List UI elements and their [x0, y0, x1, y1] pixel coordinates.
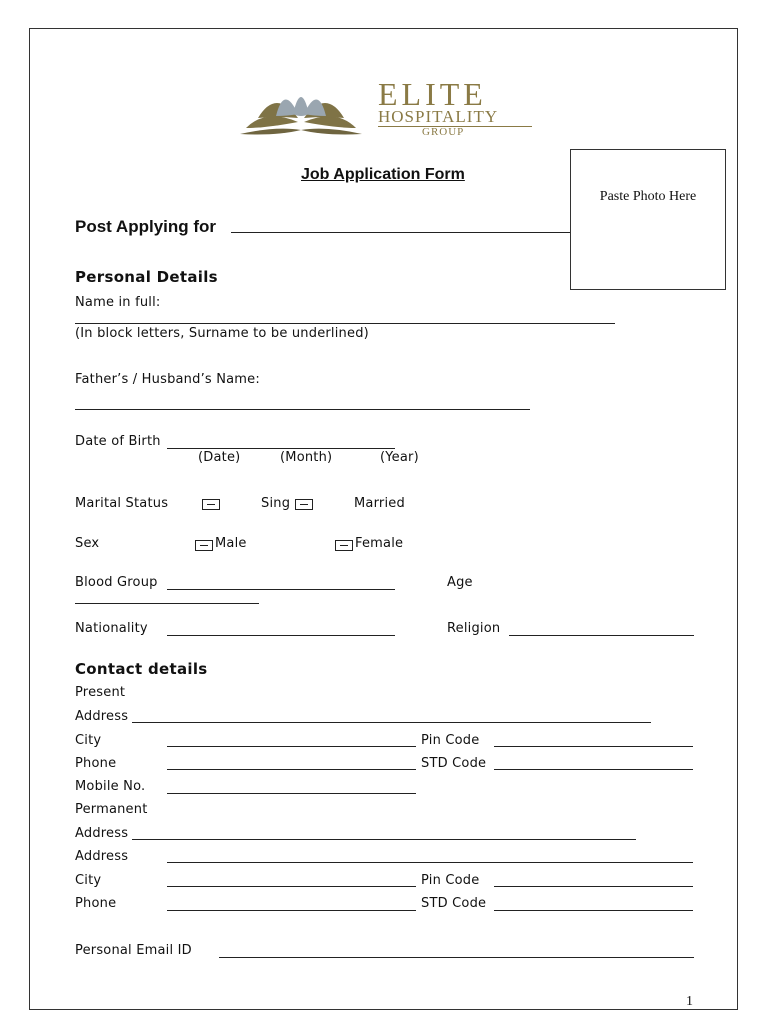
present-label: Present: [75, 685, 126, 700]
pin-code-field[interactable]: [494, 746, 693, 747]
permanent-phone-label: Phone: [75, 896, 117, 911]
permanent-std-code-field[interactable]: [494, 910, 693, 911]
religion-field[interactable]: [509, 635, 694, 636]
logo-line-1: ELITE: [378, 76, 487, 112]
page-number: 1: [686, 994, 693, 1009]
dob-year-hint: (Year): [380, 450, 419, 465]
permanent-address-2-label: Address: [75, 849, 129, 864]
marital-status-label: Marital Status: [75, 496, 169, 511]
permanent-address-label: Address: [75, 826, 129, 841]
nationality-label: Nationality: [75, 621, 148, 636]
female-label: Female: [355, 536, 404, 551]
male-checkbox[interactable]: [195, 540, 213, 551]
present-address-field[interactable]: [132, 722, 651, 723]
permanent-phone-field[interactable]: [167, 910, 416, 911]
marital-blank-checkbox[interactable]: [202, 499, 220, 510]
age-field[interactable]: [75, 603, 259, 604]
present-address-label: Address: [75, 709, 129, 724]
personal-email-field[interactable]: [219, 957, 694, 958]
permanent-address-field[interactable]: [132, 839, 636, 840]
logo-line-3: GROUP: [422, 126, 465, 138]
mobile-label: Mobile No.: [75, 779, 146, 794]
std-code-field[interactable]: [494, 769, 693, 770]
single-label: Sing: [261, 496, 291, 511]
blood-group-label: Blood Group: [75, 575, 158, 590]
age-label: Age: [447, 575, 473, 590]
permanent-city-field[interactable]: [167, 886, 416, 887]
dob-field[interactable]: [167, 448, 395, 449]
father-husband-field[interactable]: [75, 409, 530, 410]
mobile-field[interactable]: [167, 793, 416, 794]
city-field[interactable]: [167, 746, 416, 747]
permanent-pin-code-field[interactable]: [494, 886, 693, 887]
permanent-std-code-label: STD Code: [421, 896, 487, 911]
logo-line-2: HOSPITALITY: [378, 107, 499, 126]
permanent-label: Permanent: [75, 802, 148, 817]
dob-date-hint: (Date): [198, 450, 241, 465]
nationality-field[interactable]: [167, 635, 395, 636]
name-field[interactable]: [75, 323, 615, 324]
std-code-label: STD Code: [421, 756, 487, 771]
personal-email-label: Personal Email ID: [75, 943, 192, 958]
permanent-pin-code-label: Pin Code: [421, 873, 480, 888]
post-applying-label: Post Applying for: [75, 217, 217, 236]
photo-box-label: Paste Photo Here: [599, 189, 697, 204]
contact-details-heading: Contact details: [75, 660, 208, 678]
father-husband-label: Father’s / Husband’s Name:: [75, 372, 260, 387]
sex-label: Sex: [75, 536, 100, 551]
married-label: Married: [354, 496, 405, 511]
city-label: City: [75, 733, 102, 748]
blood-group-field[interactable]: [167, 589, 395, 590]
personal-details-heading: Personal Details: [75, 268, 218, 286]
photo-box[interactable]: [570, 149, 726, 290]
company-logo: [236, 78, 536, 142]
pin-code-label: Pin Code: [421, 733, 480, 748]
female-checkbox[interactable]: [335, 540, 353, 551]
post-applying-field[interactable]: [231, 232, 570, 233]
permanent-address-2-field[interactable]: [167, 862, 693, 863]
phone-field[interactable]: [167, 769, 416, 770]
name-label: Name in full:: [75, 295, 161, 310]
form-title: Job Application Form: [301, 166, 465, 183]
dob-month-hint: (Month): [280, 450, 333, 465]
single-checkbox[interactable]: [295, 499, 313, 510]
religion-label: Religion: [447, 621, 501, 636]
dob-label: Date of Birth: [75, 434, 161, 449]
phone-label: Phone: [75, 756, 117, 771]
lotus-icon: [236, 78, 366, 140]
permanent-city-label: City: [75, 873, 102, 888]
male-label: Male: [215, 536, 247, 551]
name-hint: (In block letters, Surname to be underlined): [75, 326, 369, 341]
